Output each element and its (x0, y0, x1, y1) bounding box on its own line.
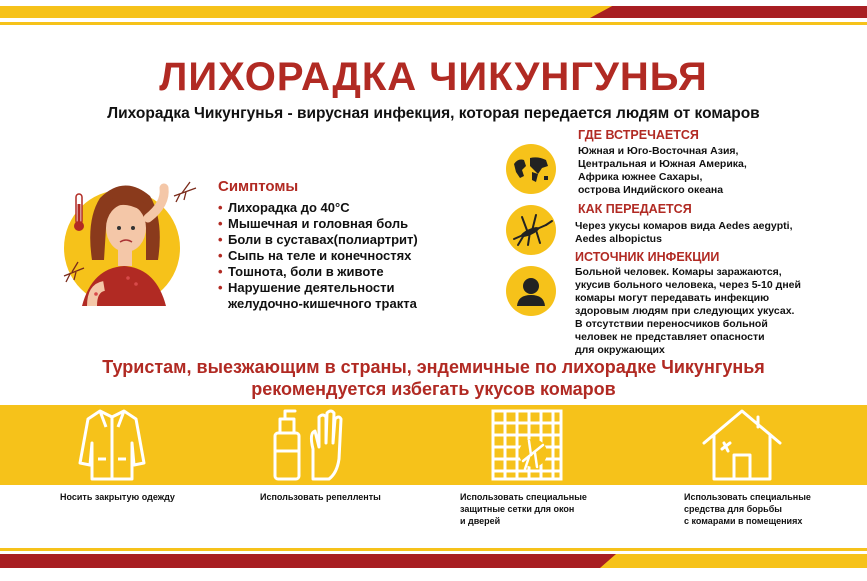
top-thin-stripe (0, 22, 867, 25)
where-line: Африка южнее Сахары, (578, 171, 703, 183)
source-line: для окружающих (575, 344, 665, 356)
symptom-item: • Мышечная и головная боль (218, 216, 418, 232)
symptom-item: • Боли в суставах(полиартрит) (218, 232, 418, 248)
action-line: Использовать специальные (684, 492, 811, 502)
symptoms-list (218, 200, 418, 312)
action-label-clothing (60, 491, 175, 503)
mosquito-net-icon (485, 403, 569, 487)
symptom-item: • Сыпь на теле и конечностях (218, 248, 418, 264)
action-line: Носить закрытую одежду (60, 492, 175, 502)
jacket-icon (70, 403, 154, 487)
bottom-thin-stripe (0, 548, 867, 551)
source-text (575, 266, 801, 357)
symptom-item: • Лихорадка до 40°С (218, 200, 418, 216)
action-label-indoor (684, 491, 811, 527)
symptoms-heading: Симптомы (218, 178, 299, 195)
where-text (578, 145, 747, 197)
source-line: укусив больного человека, через 5-10 дней (575, 279, 801, 291)
transmission-line: Через укусы комаров вида Aedes aegypti, (575, 220, 793, 232)
world-map-icon (506, 144, 556, 194)
where-line: острова Индийского океана (578, 184, 724, 196)
mosquito-icon (506, 205, 556, 255)
action-label-repellent (260, 491, 381, 503)
source-heading: ИСТОЧНИК ИНФЕКЦИИ (575, 250, 720, 264)
page-title: ЛИХОРАДКА ЧИКУНГУНЬЯ (159, 55, 708, 99)
bottom-yellow-stripe (600, 554, 867, 568)
bottom-red-stripe (0, 554, 640, 568)
action-line: средства для борьбы (684, 504, 782, 514)
advice-text (0, 356, 867, 400)
repellent-icon (265, 403, 349, 487)
advice-line: Туристам, выезжающим в страны, эндемичные по лихорадке Чикунгунья (102, 357, 765, 377)
action-line: Использовать репелленты (260, 492, 381, 502)
page-subtitle: Лихорадка Чикунгунья - вирусная инфекция, которая передается людям от комаров (107, 105, 760, 122)
action-line: и дверей (460, 516, 501, 526)
action-line: защитные сетки для окон (460, 504, 575, 514)
top-red-stripe (590, 6, 867, 18)
source-line: комары могут передавать инфекцию (575, 292, 770, 304)
symptom-item: • Тошнота, боли в животе (218, 264, 418, 280)
transmission-text (575, 220, 793, 246)
source-line: человек не представляет опасности (575, 331, 765, 343)
action-label-nets (460, 491, 587, 527)
where-line: Центральная и Южная Америка, (578, 158, 747, 170)
source-line: здоровым людям при следующих укусах. (575, 305, 795, 317)
sick-woman-illustration (62, 168, 212, 318)
house-icon (700, 403, 784, 487)
person-icon (506, 266, 556, 316)
action-line: с комарами в помещениях (684, 516, 803, 526)
symptom-item: желудочно-кишечного тракта (228, 296, 417, 311)
transmission-heading: КАК ПЕРЕДАЕТСЯ (578, 202, 692, 216)
action-line: Использовать специальные (460, 492, 587, 502)
where-line: Южная и Юго-Восточная Азия, (578, 145, 739, 157)
source-line: В отсутствии переносчиков больной (575, 318, 768, 330)
advice-line: рекомендуется избегать укусов комаров (251, 379, 616, 399)
source-line: Больной человек. Комары заражаются, (575, 266, 782, 278)
symptom-item: • Нарушение деятельности (218, 280, 418, 296)
transmission-line: Aedes albopictus (575, 233, 662, 245)
where-heading: ГДЕ ВСТРЕЧАЕТСЯ (578, 128, 699, 142)
